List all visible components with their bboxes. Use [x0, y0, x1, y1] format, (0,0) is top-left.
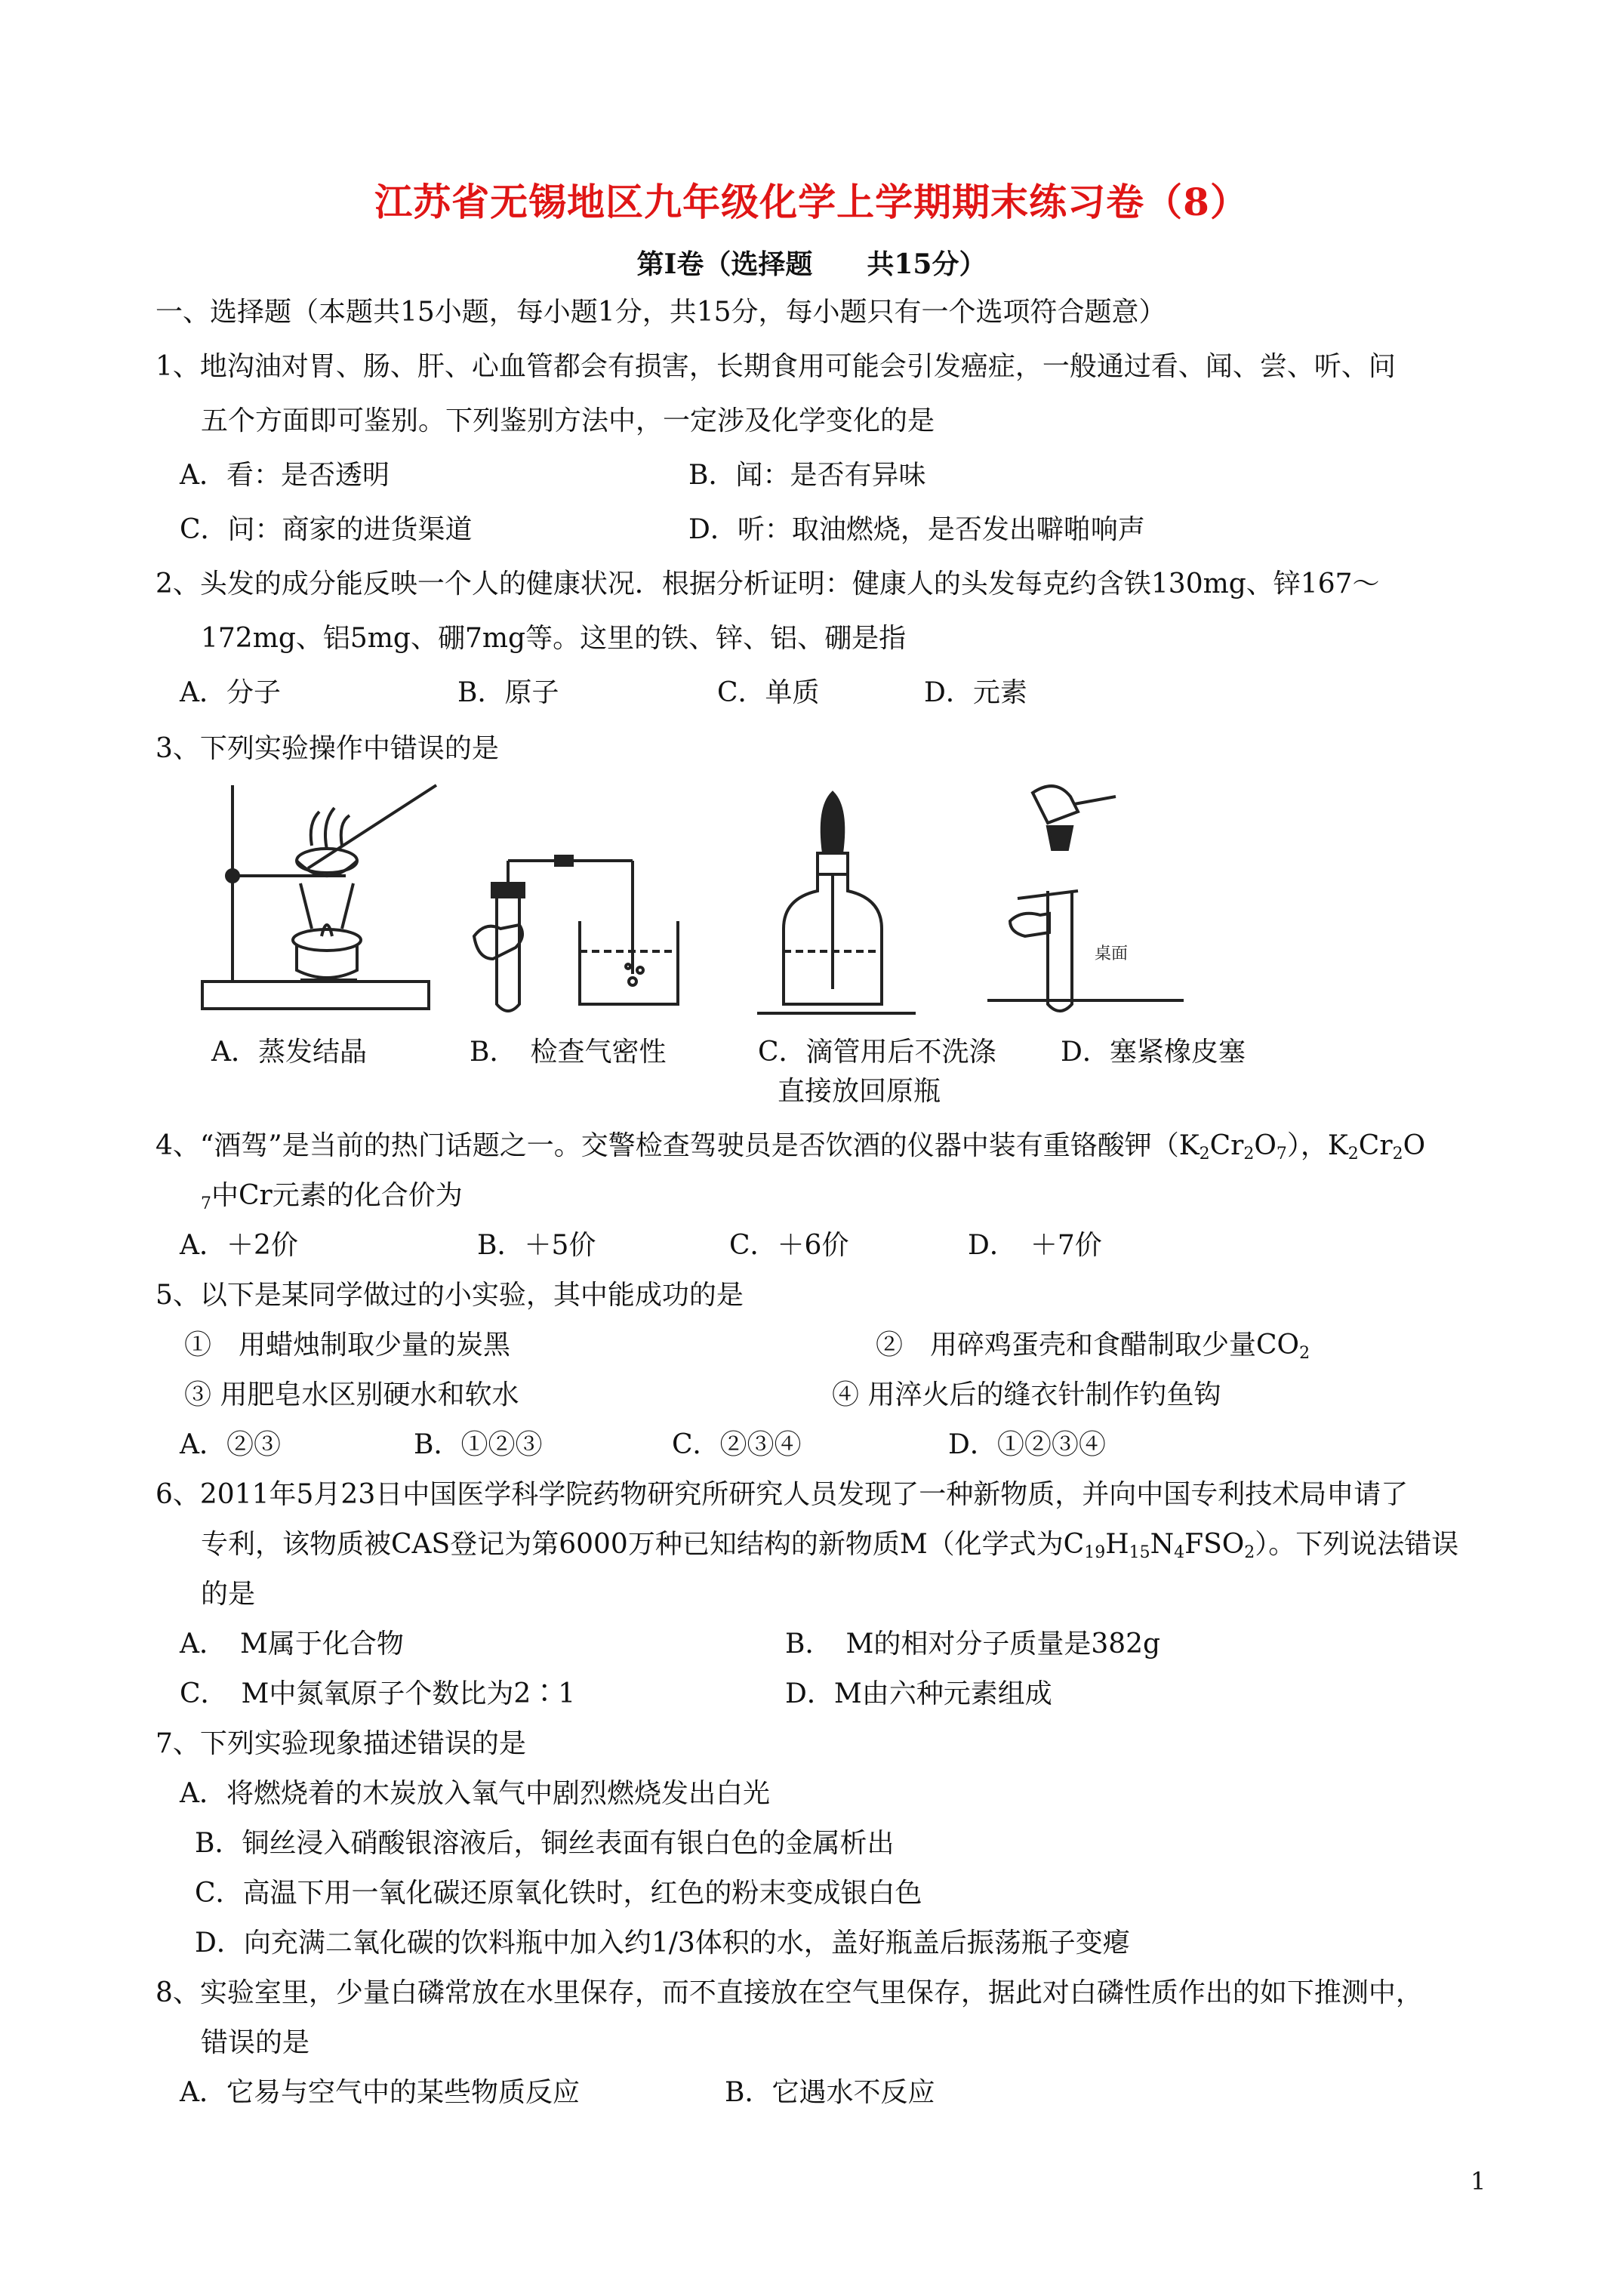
page-title: 江苏省无锡地区九年级化学上学期期末练习卷（8） — [374, 180, 1249, 224]
q5-option-b: B．①②③ — [414, 1429, 543, 1460]
q8-stem-line1: 8、实验室里，少量白磷常放在水里保存，而不直接放在空气里保存，据此对白磷性质作出的如下推测中， — [156, 1977, 1423, 2008]
q4-stem-line2: $_7$中Cr元素的化合价为 — [201, 1180, 463, 1213]
q1-option-a: A．看：是否透明 — [180, 460, 390, 491]
q5-option-c: C．②③④ — [672, 1429, 802, 1460]
q2-stem-line2: 172mg、铝5mg、硼7mg等。这里的铁、锌、铝、硼是指 — [201, 623, 907, 654]
q7-option-d: D．向充满二氧化碳的饮料瓶中加入约1/3体积的水，盖好瓶盖后振荡瓶子变瘪 — [195, 1928, 1130, 1959]
q5-item-3: ③ 用肥皂水区别硬水和软水 — [184, 1379, 519, 1410]
q8-stem-line2: 错误的是 — [201, 2027, 310, 2058]
q6-option-b: B． M的相对分子质量是382g — [785, 1629, 1161, 1660]
q6-stem-line1: 6、2011年5月23日中国医学科学院药物研究所研究人员发现了一种新物质，并向中国专利技术局申请了 — [156, 1479, 1409, 1510]
q3-option-c-line1: C．滴管用后不洗涤 — [758, 1037, 996, 1068]
section-instructions: 一、选择题（本题共15小题，每小题1分，共15分，每小题只有一个选项符合题意） — [156, 297, 1166, 328]
q3-option-a: A．蒸发结晶 — [211, 1037, 367, 1068]
q6-option-d: D．M由六种元素组成 — [785, 1678, 1052, 1709]
page-number: 1 — [1471, 2167, 1486, 2196]
q6-stem-line2: 专利，该物质被CAS登记为第6000万种已知结构的新物质M（化学式为$C_{19}H_{15}N_4FSO_2$）。下列说法错误 — [201, 1529, 1459, 1562]
q1-option-c: C．问：商家的进货渠道 — [180, 514, 473, 545]
q7-option-c: C．高温下用一氧化碳还原氧化铁时，红色的粉末变成银白色 — [195, 1878, 922, 1909]
q3-option-c-line2: 直接放回原瓶 — [778, 1076, 941, 1107]
q4-option-b: B．＋5价 — [477, 1230, 596, 1261]
q6-option-a: A． M属于化合物 — [180, 1629, 404, 1660]
q1-stem-line2: 五个方面即可鉴别。下列鉴别方法中，一定涉及化学变化的是 — [201, 405, 935, 436]
dropper-bottle-figure — [757, 778, 916, 1019]
q4-option-a: A．＋2价 — [180, 1230, 298, 1261]
q4-option-c: C．＋6价 — [729, 1230, 849, 1261]
q5-option-a: A．②③ — [180, 1429, 281, 1460]
q5-stem: 5、以下是某同学做过的小实验，其中能成功的是 — [156, 1280, 744, 1311]
q6-option-c: C． M中氮氧原子个数比为2∶1 — [180, 1678, 576, 1709]
q5-option-d: D．①②③④ — [948, 1429, 1106, 1460]
q5-item-2: ② 用碎鸡蛋壳和食醋制取少量$CO_2$ — [876, 1330, 1310, 1363]
q2-option-b: B．原子 — [457, 677, 559, 708]
q2-option-a: A．分子 — [180, 677, 281, 708]
q2-option-d: D．元素 — [924, 677, 1027, 708]
q5-item-4: ④ 用淬火后的缝衣针制作钓鱼钩 — [832, 1379, 1221, 1410]
q8-option-a: A．它易与空气中的某些物质反应 — [180, 2077, 580, 2108]
q1-option-b: B．闻：是否有异味 — [688, 460, 926, 491]
q6-stem-line3: 的是 — [201, 1579, 256, 1610]
q1-stem-line1: 1、地沟油对胃、肠、肝、心血管都会有损害，长期食用可能会引发癌症，一般通过看、闻、尝、听、问 — [156, 351, 1396, 382]
q2-option-c: C．单质 — [717, 677, 820, 708]
evaporation-apparatus-figure — [195, 778, 451, 1019]
q4-stem-line1: 4、“酒驾”是当前的热门话题之一。交警检查驾驶员是否饮酒的仪器中装有重铬酸钾$(K_2Cr_2O_7)$，$K_2Cr_2O$ — [156, 1130, 1426, 1163]
desk-label: 桌面 — [1095, 944, 1129, 963]
q4-option-d: D． ＋7价 — [968, 1230, 1102, 1261]
q2-stem-line1: 2、头发的成分能反映一个人的健康状况．根据分析证明：健康人的头发每克约含铁130mg、锌167～ — [156, 569, 1380, 599]
q7-stem: 7、下列实验现象描述错误的是 — [156, 1728, 526, 1759]
q3-option-d: D．塞紧橡皮塞 — [1061, 1037, 1246, 1068]
q7-option-a: A．将燃烧着的木炭放入氧气中剧烈燃烧发出白光 — [180, 1778, 770, 1809]
q3-figures — [195, 778, 1199, 1027]
section-subtitle: 第Ⅰ卷（选择题 共15分） — [636, 248, 987, 280]
q5-item-1: ① 用蜡烛制取少量的炭黑 — [184, 1330, 511, 1361]
q3-stem: 3、下列实验操作中错误的是 — [156, 733, 499, 764]
q1-option-d: D．听：取油燃烧，是否发出噼啪响声 — [688, 514, 1145, 545]
q7-option-b: B．铜丝浸入硝酸银溶液后，铜丝表面有银白色的金属析出 — [195, 1828, 895, 1859]
q3-option-b: B． 检查气密性 — [470, 1037, 667, 1068]
airtightness-check-figure — [467, 778, 693, 1019]
rubber-stopper-figure — [987, 778, 1184, 1019]
q8-option-b: B．它遇水不反应 — [725, 2077, 935, 2108]
